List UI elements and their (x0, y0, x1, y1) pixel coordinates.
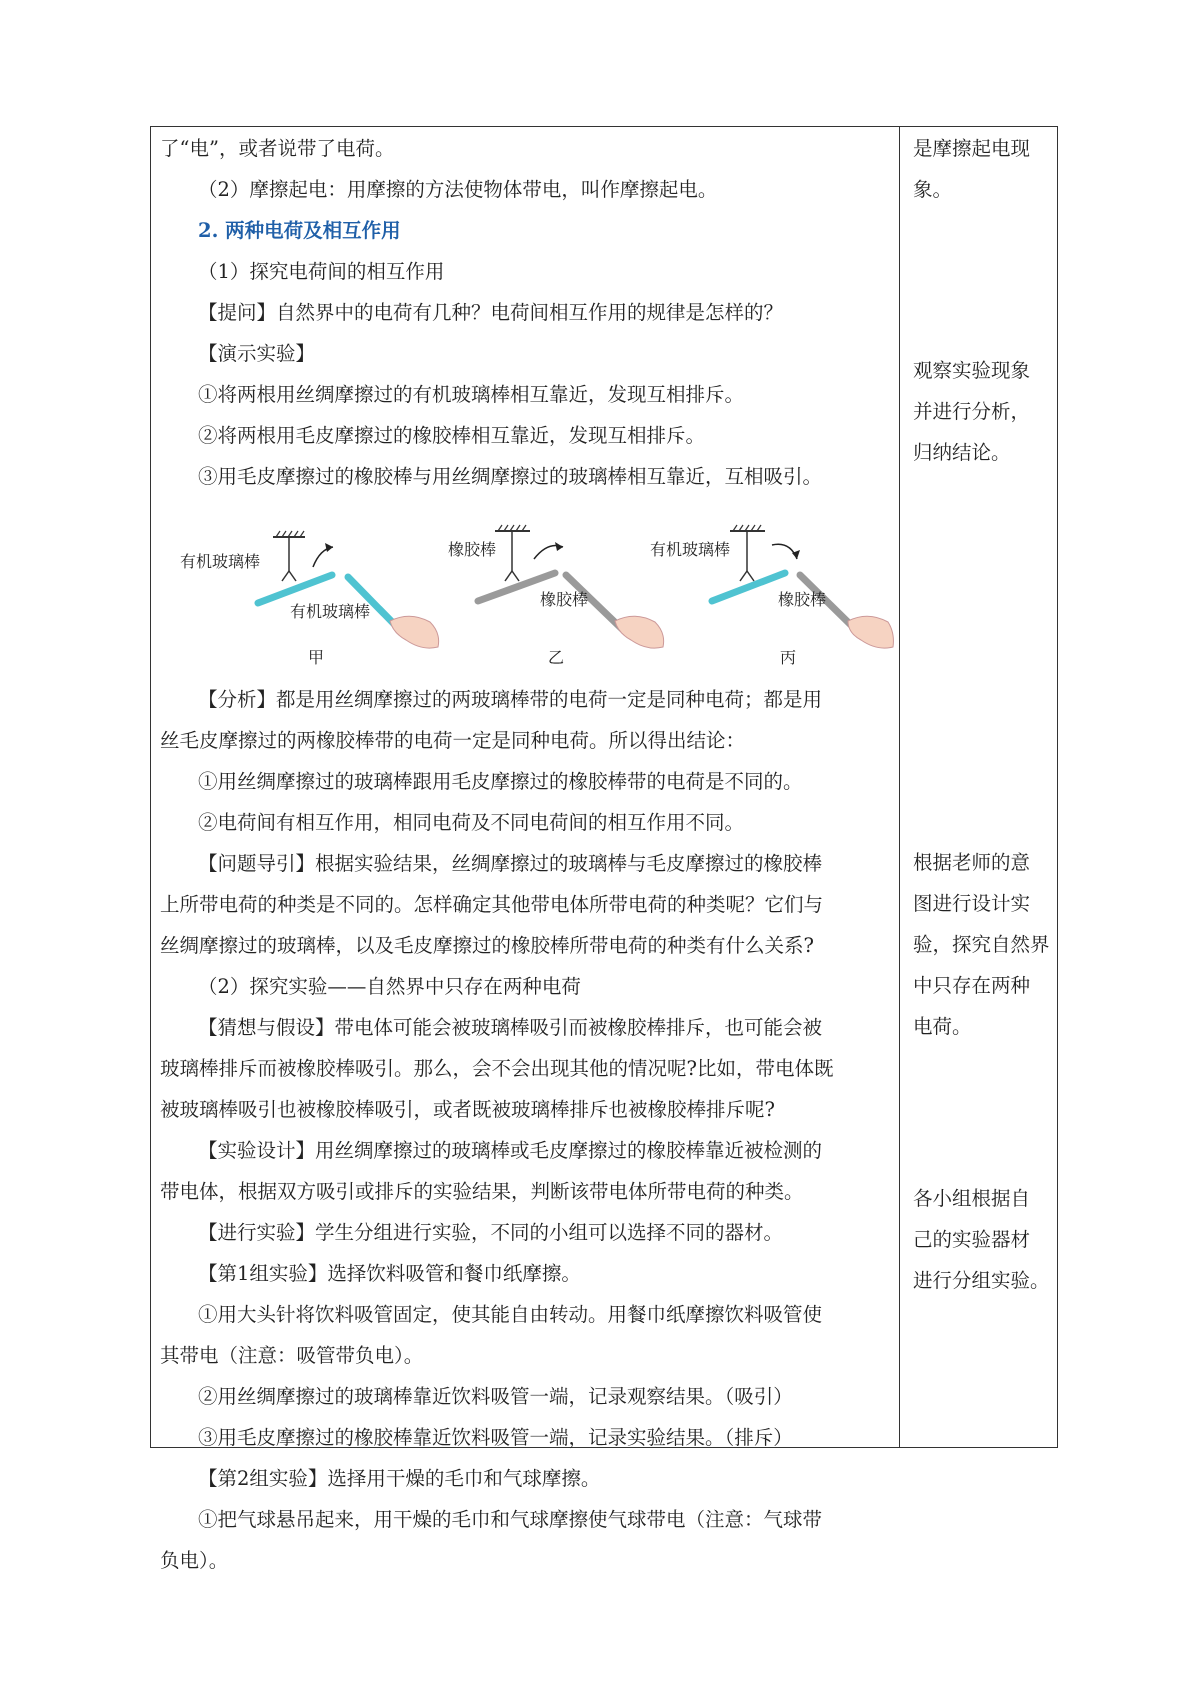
rod-label: 有机玻璃棒 (180, 552, 261, 571)
column-divider (899, 126, 900, 1448)
side-text: 己的实验器材 (913, 1228, 1031, 1251)
rod-label: 有机玻璃棒 (290, 602, 371, 621)
text-line: 【实验设计】用丝绸摩擦过的玻璃棒或毛皮摩擦过的橡胶棒靠近被检测的 (198, 1139, 823, 1162)
panel-jia (180, 531, 439, 667)
text-line: ②电荷间有相互作用，相同电荷及不同电荷间的相互作用不同。 (198, 811, 745, 834)
side-note-1 (913, 128, 1053, 210)
text-line: 【提问】自然界中的电荷有几种？电荷间相互作用的规律是怎样的？ (198, 301, 784, 324)
text-line: 【分析】都是用丝绸摩擦过的两玻璃棒带的电荷一定是同种电荷；都是用 (198, 688, 823, 711)
main-column (160, 128, 895, 1581)
side-note-3 (913, 842, 1053, 1047)
side-text: 并进行分析， (913, 400, 1031, 423)
side-text: 进行分组实验。 (913, 1269, 1050, 1292)
side-note-4 (913, 1178, 1053, 1301)
figure-caption: 甲 (308, 648, 325, 667)
side-text: 图进行设计实 (913, 892, 1031, 915)
hand-icon (848, 616, 893, 648)
text-line: 丝毛皮摩擦过的两橡胶棒带的电荷一定是同种电荷。所以得出结论： (160, 729, 746, 752)
text-line: 丝绸摩擦过的玻璃棒，以及毛皮摩擦过的橡胶棒所带电荷的种类有什么关系? (160, 934, 814, 957)
text-line: 上所带电荷的种类是不同的。怎样确定其他带电体所带电荷的种类呢？它们与 (160, 893, 824, 916)
text-line: 【第2组实验】选择用干燥的毛巾和气球摩擦。 (198, 1467, 601, 1490)
text-line: ③用毛皮摩擦过的橡胶棒与用丝绸摩擦过的玻璃棒相互靠近，互相吸引。 (198, 465, 823, 488)
panel-yi (448, 525, 664, 667)
text-line: 了“电”，或者说带了电荷。 (160, 137, 395, 160)
text-line: ①把气球悬吊起来，用干燥的毛巾和气球摩擦使气球带电（注意：气球带 (198, 1508, 823, 1531)
glass-rod (712, 573, 785, 601)
text-line: ③用毛皮摩擦过的橡胶棒靠近饮料吸管一端，记录实验结果。（排斥） (198, 1426, 793, 1449)
text-line: 玻璃棒排斥而被橡胶棒吸引。那么，会不会出现其他的情况呢?比如，带电体既 (160, 1057, 834, 1080)
text-line: ①用大头针将饮料吸管固定，使其能自由转动。用餐巾纸摩擦饮料吸管使 (198, 1303, 823, 1326)
text-line: （2）探究实验——自然界中只存在两种电荷 (198, 975, 581, 998)
figure-caption: 乙 (548, 648, 565, 667)
rod-label: 橡胶棒 (448, 540, 497, 559)
side-text: 根据老师的意 (913, 851, 1031, 874)
text-line: 被玻璃棒吸引也被橡胶棒吸引，或者既被玻璃棒排斥也被橡胶棒排斥呢? (160, 1098, 775, 1121)
text-line: ①用丝绸摩擦过的玻璃棒跟用毛皮摩擦过的橡胶棒带的电荷是不同的。 (198, 770, 803, 793)
text-line: 【问题导引】根据实验结果，丝绸摩擦过的玻璃棒与毛皮摩擦过的橡胶棒 (198, 852, 823, 875)
side-text: 是摩擦起电现 (913, 137, 1031, 160)
text-line: ②将两根用毛皮摩擦过的橡胶棒相互靠近，发现互相排斥。 (198, 424, 706, 447)
experiment-illustration (160, 497, 895, 679)
hand-icon (615, 616, 664, 648)
side-text: 观察实验现象 (913, 359, 1031, 382)
text-line: ②用丝绸摩擦过的玻璃棒靠近饮料吸管一端，记录观察结果。（吸引） (198, 1385, 793, 1408)
rod-label: 橡胶棒 (778, 590, 827, 609)
text-line: 【猜想与假设】带电体可能会被玻璃棒吸引而被橡胶棒排斥，也可能会被 (198, 1016, 823, 1039)
text-line: 其带电（注意：吸管带负电）。 (160, 1344, 424, 1367)
section-heading: 2. 两种电荷及相互作用 (198, 219, 401, 242)
text-line: 带电体，根据双方吸引或排斥的实验结果，判断该带电体所带电荷的种类。 (160, 1180, 804, 1203)
figure-caption: 丙 (780, 648, 797, 667)
text-line: （1）探究电荷间的相互作用 (198, 260, 445, 283)
rod-label: 有机玻璃棒 (650, 540, 731, 559)
panel-bing (650, 525, 893, 667)
text-line: （2）摩擦起电：用摩擦的方法使物体带电，叫作摩擦起电。 (198, 178, 718, 201)
experiment-figure (160, 497, 895, 679)
side-note-2 (913, 350, 1053, 473)
text-line: 【第1组实验】选择饮料吸管和餐巾纸摩擦。 (198, 1262, 581, 1285)
rod-label: 橡胶棒 (540, 590, 589, 609)
side-text: 中只存在两种 (913, 974, 1031, 997)
side-text: 电荷。 (913, 1015, 972, 1038)
text-line: 【进行实验】学生分组进行实验，不同的小组可以选择不同的器材。 (198, 1221, 784, 1244)
text-line: 【演示实验】 (198, 342, 316, 365)
side-text: 象。 (913, 178, 953, 201)
hand-icon (390, 616, 439, 648)
side-text: 各小组根据自 (913, 1187, 1031, 1210)
text-line: ①将两根用丝绸摩擦过的有机玻璃棒相互靠近，发现互相排斥。 (198, 383, 745, 406)
side-text: 验，探究自然界 (913, 933, 1050, 956)
text-line: 负电）。 (160, 1549, 229, 1572)
side-text: 归纳结论。 (913, 441, 1011, 464)
